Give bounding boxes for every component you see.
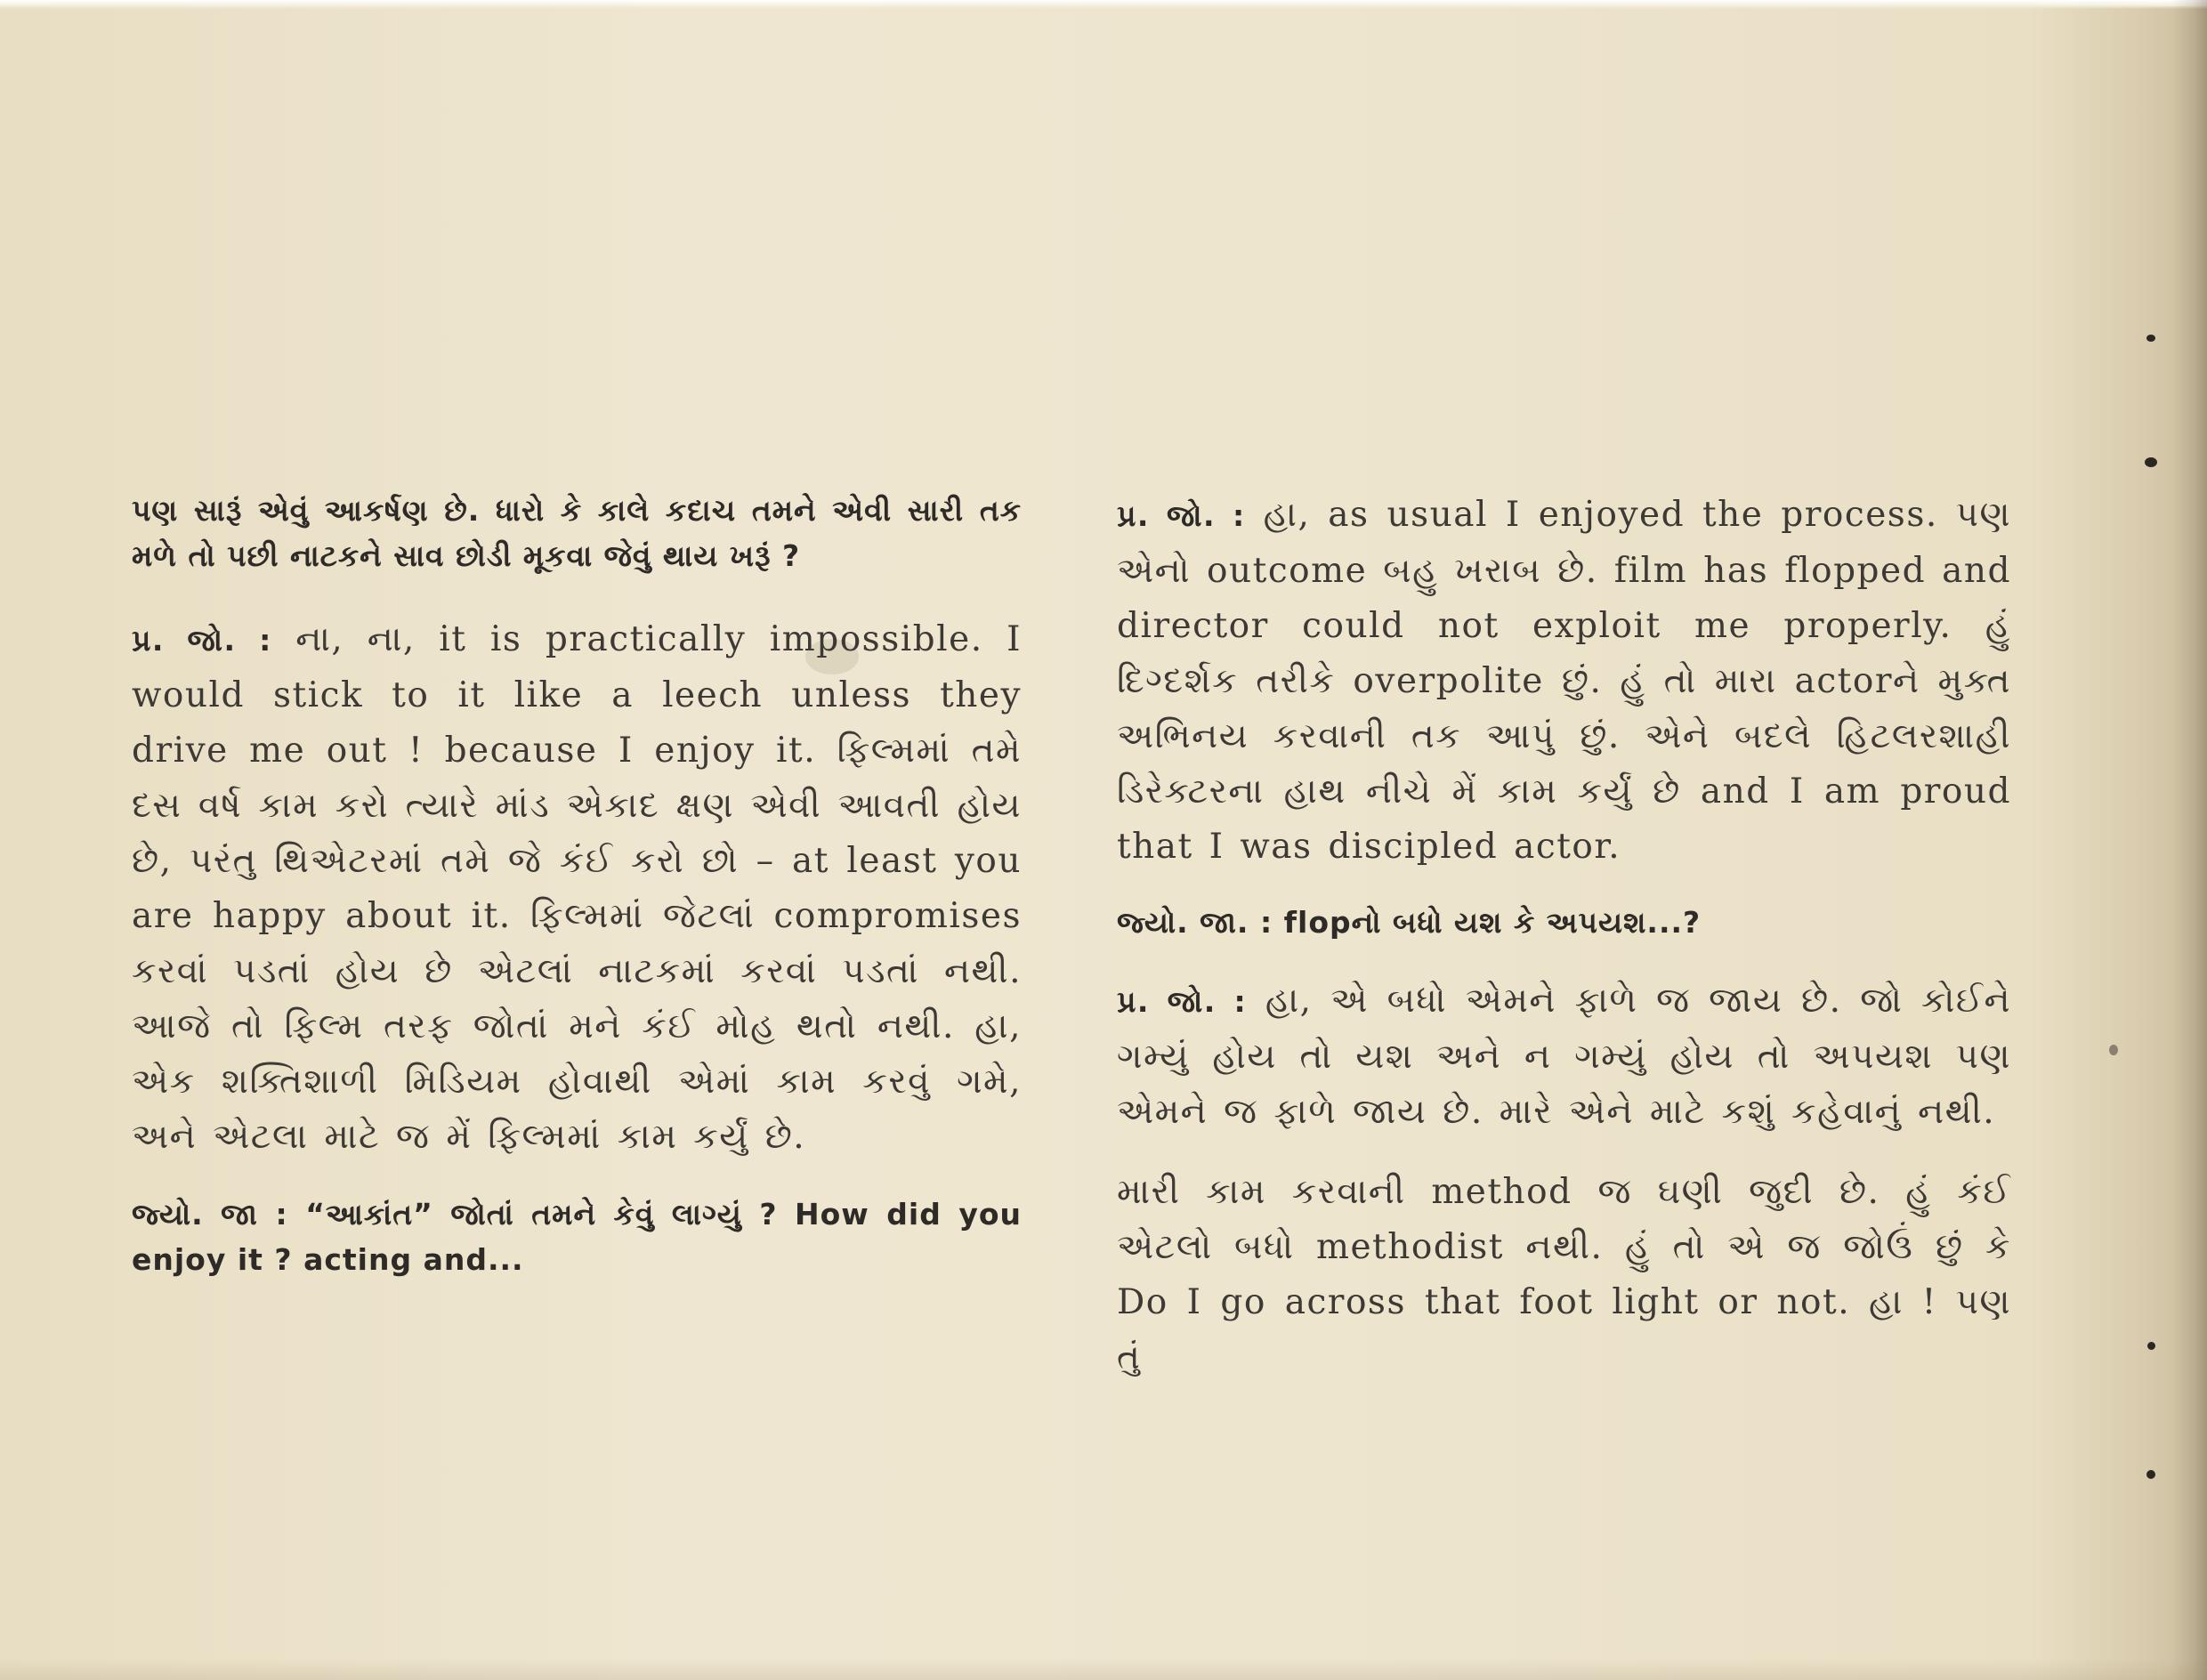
- paper-speck: [2145, 457, 2157, 467]
- paragraph-question: [132, 1191, 1022, 1282]
- speaker-label: જ્યો. જા :: [132, 1197, 288, 1232]
- paragraph-text: હા, એ બધો એમને ફાળે જ જાય છે. જો કોઈને ગમ્યું હોય તો યશ અને ન ગમ્યું હોય તો અપયશ પણ એમને જ ફાળે જાય છે. મારે એને માટે કશું કહેવાનું નથી.: [1117, 981, 2011, 1132]
- paper-speck: [2146, 1470, 2155, 1479]
- speaker-label: પ્ર. જો. :: [1117, 984, 1248, 1019]
- paper-speck: [2146, 335, 2155, 342]
- paragraph-answer: [1117, 973, 2011, 1140]
- page-binding-shadow: [2171, 0, 2207, 1680]
- paper-speck: [2109, 1045, 2118, 1055]
- paragraph-question: [1117, 900, 2011, 945]
- paragraph-text: હા, as usual I enjoyed the process. પણ એનો outcome બહુ ખરાબ છે. film has flopped and director could not exploit me properly. હું દિગ્દર્શક તરીકે overpolite છું. હું તો મારા actorને મુક્ત અભિનય કરવાની તક આપું છું. એને બદલે હિટલરશાહી ડિરેક્ટરના હાથ નીચે મેં કામ કર્યું છે and I am proud that I was discipled actor.: [1117, 495, 2011, 867]
- speaker-label: પ્ર. જો. :: [132, 623, 272, 658]
- page-bottom-edge: [0, 1659, 2207, 1680]
- left-column: [132, 488, 1022, 1312]
- paragraph-answer: [132, 612, 1022, 1165]
- paragraph-text: મારી કામ કરવાની method જ ઘણી જુદી છે. હું કંઈ એટલો બધો methodist નથી. હું તો એ જ જોઉં છું કે Do I go across that foot light or not. હા ! પણ તું: [1117, 1172, 2011, 1377]
- paragraph-answer: [1117, 488, 2011, 875]
- right-column: [1117, 488, 2011, 1416]
- paragraph-text: ના, ના, it is practically impossible. I would stick to it like a leech unless they drive me out ! because I enjoy it. ફિલ્મમાં તમે દસ વર્ષ કામ કરો ત્યારે માંડ એકાદ ક્ષણ એવી આવતી હોય છે, પરંતુ થિએટરમાં તમે જે કંઈ કરો છો – at least you are happy about it. ફિલ્મમાં જેટલાં compromises કરવાં પડતાં હોય છે એટલાં નાટકમાં કરવાં પડતાં નથી. આજે તો ફિલ્મ તરફ જોતાં મને કંઈ મોહ થતો નથી. હા, એક શક્તિશાળી મિડિયમ હોવાથી એમાં કામ કરવું ગમે, અને એટલા માટે જ મેં ફિલ્મમાં કામ કર્યું છે.: [132, 619, 1022, 1157]
- speaker-label: જ્યો. જા. :: [1117, 905, 1273, 940]
- paper-speck: [2147, 1342, 2155, 1350]
- paragraph-text: flopનો બધો યશ કે અપયશ...?: [1283, 905, 1702, 940]
- paragraph-question-continued: [132, 488, 1022, 578]
- paragraph-text: પણ સારૂં એવું આકર્ષણ છે. ધારો કે કાલે કદાચ તમને એવી સારી તક મળે તો પછી નાટકને સાવ છોડી મૂકવા જેવું થાય ખરૂં ?: [132, 493, 1022, 573]
- paragraph-answer-continued: [1117, 1165, 2011, 1385]
- paragraph-text: “આકાંત” જોતાં તમને કેવું લાગ્યું ? How did you enjoy it ? acting and...: [132, 1197, 1023, 1277]
- page-top-edge: [0, 0, 2207, 9]
- speaker-label: પ્ર. જો. :: [1117, 498, 1246, 533]
